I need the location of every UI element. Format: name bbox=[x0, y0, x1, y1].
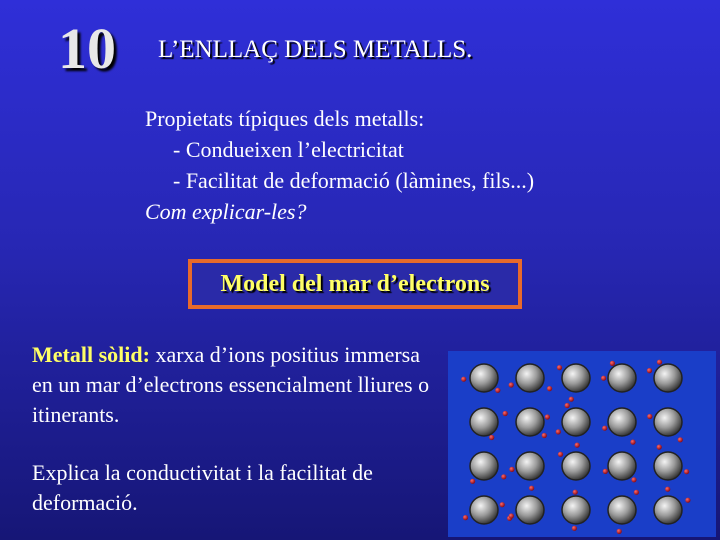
electron bbox=[630, 440, 635, 445]
electron bbox=[470, 479, 475, 484]
model-box bbox=[188, 259, 522, 309]
slide-number: 10 bbox=[58, 16, 116, 81]
positive-ion bbox=[470, 408, 498, 436]
property-item-deformation: - Facilitat de deformació (làmines, fils...) bbox=[173, 168, 535, 193]
electron bbox=[489, 435, 494, 440]
properties-intro: Propietats típiques dels metalls: bbox=[145, 106, 425, 131]
model-label: Model del mar d’electrons bbox=[220, 270, 490, 297]
positive-ion bbox=[516, 496, 544, 524]
electron bbox=[500, 502, 505, 507]
electron bbox=[631, 477, 636, 482]
positive-ion bbox=[516, 452, 544, 480]
electron bbox=[556, 429, 561, 434]
electron bbox=[529, 486, 534, 491]
solid-term: Metall sòlid: bbox=[32, 342, 150, 367]
positive-ion bbox=[654, 364, 682, 392]
electron bbox=[634, 490, 639, 495]
positive-ion bbox=[608, 452, 636, 480]
electron bbox=[558, 452, 563, 457]
electron bbox=[657, 360, 662, 365]
electron bbox=[617, 529, 622, 534]
properties-block bbox=[145, 103, 534, 227]
electron bbox=[503, 411, 508, 416]
electron bbox=[463, 515, 468, 520]
electron bbox=[557, 365, 562, 370]
electron bbox=[545, 414, 550, 419]
electron bbox=[509, 382, 514, 387]
properties-question: Com explicar-les? bbox=[145, 199, 307, 224]
metal-lattice-illustration bbox=[448, 351, 716, 537]
electron bbox=[601, 376, 606, 381]
slide-title: L’ENLLAÇ DELS METALLS. bbox=[158, 36, 473, 63]
electron bbox=[684, 469, 689, 474]
electron bbox=[565, 403, 570, 408]
positive-ion bbox=[470, 452, 498, 480]
electron bbox=[495, 388, 500, 393]
electron bbox=[573, 490, 578, 495]
electron bbox=[572, 526, 577, 531]
electron bbox=[657, 445, 662, 450]
positive-ion bbox=[654, 452, 682, 480]
property-item-conductivity: - Condueixen l’electricitat bbox=[173, 137, 404, 162]
electron bbox=[542, 433, 547, 438]
electron bbox=[569, 397, 574, 402]
electron bbox=[610, 361, 615, 366]
positive-ion bbox=[608, 408, 636, 436]
positive-ion bbox=[470, 364, 498, 392]
positive-ion bbox=[608, 496, 636, 524]
positive-ion bbox=[562, 496, 590, 524]
positive-ion bbox=[516, 364, 544, 392]
electron bbox=[509, 513, 514, 518]
electron bbox=[685, 498, 690, 503]
electron bbox=[665, 487, 670, 492]
electron bbox=[647, 414, 652, 419]
electron bbox=[547, 386, 552, 391]
positive-ion bbox=[654, 408, 682, 436]
solid-text: xarxa d’ions positius immersa en un mar d’electrons essencialment lliures o itinerants. bbox=[32, 342, 430, 427]
electron bbox=[509, 467, 514, 472]
conclusion-text: Explica la conductivitat i la facilitat de deformació. bbox=[32, 460, 373, 515]
positive-ion bbox=[562, 408, 590, 436]
electron bbox=[603, 469, 608, 474]
solid-description bbox=[32, 340, 432, 430]
electron bbox=[501, 474, 506, 479]
positive-ion bbox=[470, 496, 498, 524]
electron bbox=[647, 368, 652, 373]
electron bbox=[575, 443, 580, 448]
positive-ion bbox=[516, 408, 544, 436]
positive-ion bbox=[562, 364, 590, 392]
electron bbox=[461, 377, 466, 382]
electron bbox=[678, 437, 683, 442]
positive-ion bbox=[654, 496, 682, 524]
electron bbox=[602, 426, 607, 431]
lattice-svg bbox=[448, 351, 716, 537]
positive-ion bbox=[562, 452, 590, 480]
positive-ion bbox=[608, 364, 636, 392]
